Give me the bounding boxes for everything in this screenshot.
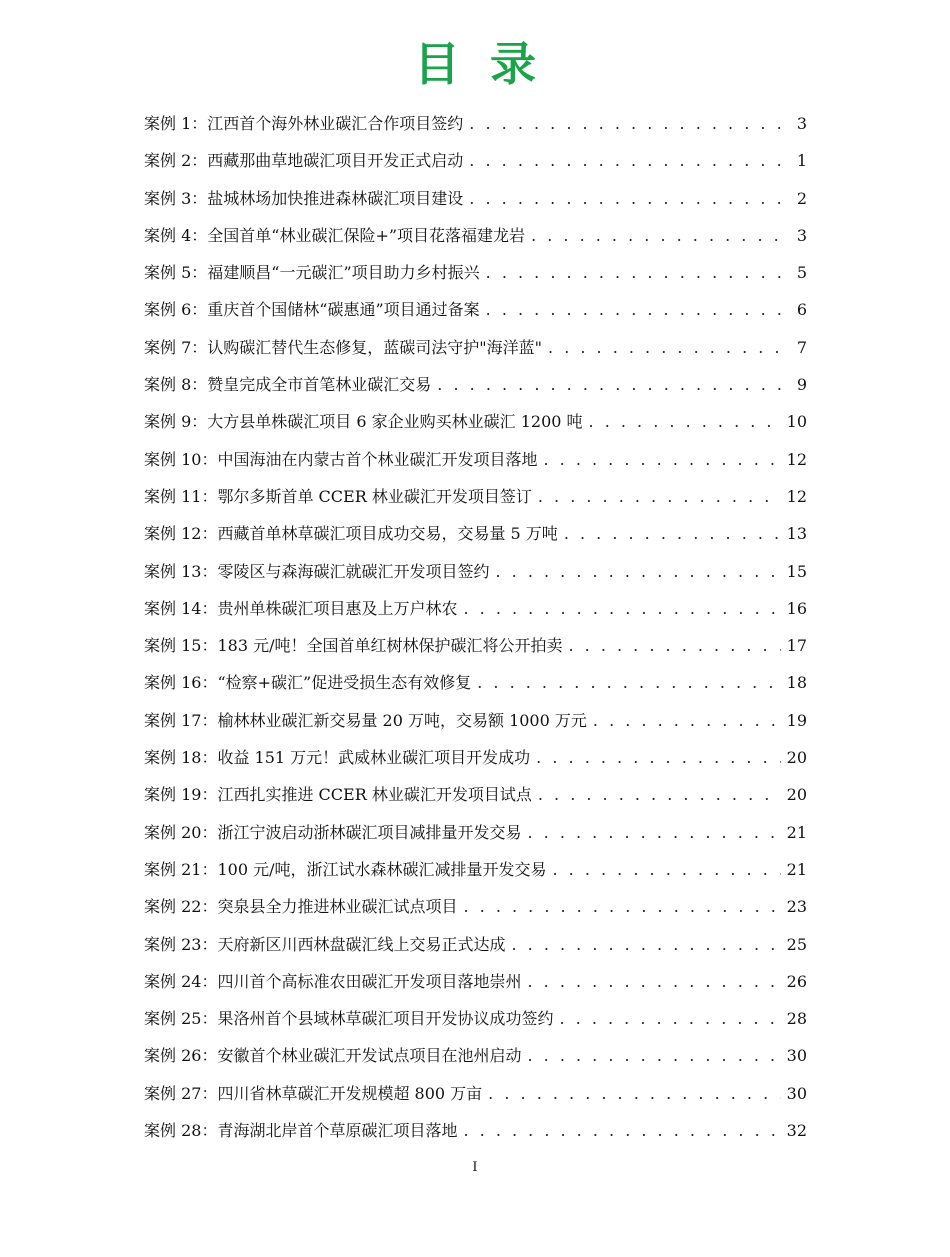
toc-entry-page: 21 [786,859,807,879]
toc-leader-dots [486,254,791,291]
toc-entry[interactable] [144,627,807,664]
toc-entry[interactable] [144,403,807,440]
toc-entry-page: 7 [796,337,807,357]
toc-entry-label: 案例 12： [144,524,218,544]
toc-entry-title: 中国海油在内蒙古首个林业碳汇开发项目落地 [217,449,538,469]
toc-entry-page: 2 [796,188,807,208]
toc-entry-label: 案例 28： [144,1121,218,1141]
toc-entry-label: 案例 4： [144,225,208,245]
toc-entry-page: 12 [786,449,807,469]
toc-entry[interactable] [144,702,807,739]
toc-leader-dots [568,627,780,664]
toc-leader-dots [437,366,791,403]
toc-entry-label: 案例 5： [144,263,208,283]
toc-entry-title: 江西首个海外林业碳汇合作项目签约 [207,114,464,133]
toc-entry[interactable] [144,664,807,701]
toc-entry-title: 浙江宁波启动浙林碳汇项目减排量开发交易 [217,822,522,842]
toc-leader-dots [538,478,781,515]
toc-entry-page: 9 [796,375,807,395]
toc-entry[interactable] [144,739,807,776]
toc-entry-title: 西藏首单林草碳汇项目成功交易，交易量 5 万吨 [217,524,558,544]
toc-entry-label: 案例 27： [144,1083,218,1103]
toc-entry[interactable] [144,515,807,552]
toc-entry[interactable] [144,180,807,217]
toc-entry-title: 果洛州首个县域林草碳汇项目开发协议成功签约 [217,1009,554,1029]
toc-leader-dots [469,180,791,217]
toc-leader-dots [477,664,780,701]
toc-leader-dots [463,590,780,627]
toc-entry-title: 榆林林业碳汇新交易量 20 万吨，交易额 1000 万元 [217,710,587,730]
toc-entry-title: “检察+碳汇”促进受损生态有效修复 [217,673,472,693]
toc-entry-label: 案例 18： [144,748,218,768]
toc-entry-label: 案例 23： [144,934,218,954]
toc-leader-dots [527,1037,780,1074]
toc-entry[interactable] [144,1000,807,1037]
toc-entry-title: 全国首单“林业碳汇保险+”项目花落福建龙岩 [207,225,526,245]
toc-entry-title: 西藏那曲草地碳汇项目开发正式启动 [207,151,464,171]
toc-leader-dots [531,217,791,254]
toc-entry-label: 案例 7： [144,337,208,357]
toc-entry-label: 案例 17： [144,710,218,730]
toc-entry[interactable] [144,1112,807,1149]
toc-entry-title: 鄂尔多斯首单 CCER 林业碳汇开发项目签订 [217,486,532,506]
toc-entry-page: 30 [786,1046,807,1066]
toc-entry-page: 25 [786,934,807,954]
toc-entry-title: 认购碳汇替代生态修复，蓝碳司法守护"海洋蓝" [207,337,543,357]
toc-entry-title: 四川首个高标准农田碳汇开发项目落地崇州 [217,971,522,991]
toc-entry-title: 安徽首个林业碳汇开发试点项目在池州启动 [217,1046,522,1066]
toc-entry[interactable] [144,1075,807,1112]
toc-entry-page: 21 [786,822,807,842]
toc-entry-page: 18 [786,673,807,693]
toc-entry-label: 案例 2： [144,151,208,171]
toc-entry[interactable] [144,888,807,925]
toc-entry[interactable] [144,441,807,478]
toc-entry-page: 20 [786,748,807,768]
toc-entry[interactable] [144,553,807,590]
toc-leader-dots [486,291,791,328]
toc-entry-title: 福建顺昌“一元碳汇”项目助力乡村振兴 [207,263,480,283]
toc-entry-label: 案例 10： [144,449,218,469]
toc-entry[interactable] [144,590,807,627]
toc-leader-dots [511,926,780,963]
toc-entry-title: 100 元/吨，浙江试水森林碳汇减排量开发交易 [217,859,547,879]
toc-entry-title: 重庆首个国储林“碳惠通”项目通过备案 [207,300,480,320]
toc-entry[interactable] [144,926,807,963]
toc-leader-dots [548,329,791,366]
toc-leader-dots [536,739,780,776]
toc-leader-dots [564,515,781,552]
toc-leader-dots [538,776,781,813]
toc-entry[interactable] [144,329,807,366]
toc-entry[interactable] [144,963,807,1000]
toc-entry-page: 17 [786,636,807,656]
toc-leader-dots [469,142,791,179]
toc-entry[interactable] [144,254,807,291]
toc-entry[interactable] [144,478,807,515]
toc-list [144,105,807,1149]
toc-entry-label: 案例 6： [144,300,208,320]
toc-leader-dots [469,105,791,142]
toc-leader-dots [527,963,780,1000]
toc-leader-dots [495,553,780,590]
toc-entry-label: 案例 9： [144,412,208,432]
toc-entry-page: 12 [786,486,807,506]
toc-entry-page: 13 [786,524,807,544]
toc-entry-label: 案例 1： [144,114,208,133]
toc-entry-label: 案例 24： [144,971,218,991]
toc-entry[interactable] [144,217,807,254]
toc-entry-label: 案例 15： [144,636,218,656]
toc-entry-page: 3 [796,114,807,133]
toc-entry-page: 30 [786,1083,807,1103]
toc-leader-dots [543,441,780,478]
toc-entry-label: 案例 13： [144,561,218,581]
toc-entry-title: 收益 151 万元！武威林业碳汇项目开发成功 [217,748,531,768]
toc-entry-page: 19 [786,710,807,730]
toc-entry-label: 案例 14： [144,598,218,618]
toc-entry-page: 1 [796,151,807,171]
toc-entry-title: 183 元/吨！全国首单红树林保护碳汇将公开拍卖 [217,636,563,656]
toc-entry-page: 3 [796,225,807,245]
toc-leader-dots [488,1075,780,1112]
toc-entry-title: 青海湖北岸首个草原碳汇项目落地 [217,1121,458,1141]
toc-entry-label: 案例 8： [144,375,208,395]
toc-entry-page: 6 [796,300,807,320]
toc-entry-label: 案例 25： [144,1009,218,1029]
toc-leader-dots [527,814,780,851]
toc-entry-title: 天府新区川西林盘碳汇线上交易正式达成 [217,934,506,954]
toc-entry-label: 案例 3： [144,188,208,208]
toc-entry-page: 23 [786,897,807,917]
page-number: I [472,1160,478,1175]
toc-entry-page: 10 [786,412,807,432]
toc-entry[interactable] [144,1037,807,1074]
toc-leader-dots [559,1000,780,1037]
toc-entry-label: 案例 22： [144,897,218,917]
toc-entry-title: 赞皇完成全市首笔林业碳汇交易 [207,375,432,395]
toc-entry-title: 盐城林场加快推进森林碳汇项目建设 [207,188,464,208]
toc-entry-label: 案例 11： [144,486,218,506]
toc-entry-title: 零陵区与森海碳汇就碳汇开发项目签约 [217,561,490,581]
toc-leader-dots [463,1112,780,1149]
toc-entry-title: 大方县单株碳汇项目 6 家企业购买林业碳汇 1200 吨 [207,412,583,432]
toc-entry-label: 案例 20： [144,822,218,842]
toc-entry-page: 20 [786,785,807,805]
toc-entry-page: 5 [796,263,807,283]
toc-entry-title: 贵州单株碳汇项目惠及上万户林农 [217,598,458,618]
toc-entry[interactable] [144,814,807,851]
toc-leader-dots [552,851,780,888]
toc-leader-dots [463,888,780,925]
toc-title: 目录 [414,37,566,91]
toc-entry[interactable] [144,366,807,403]
toc-entry-page: 16 [786,598,807,618]
toc-entry[interactable] [144,291,807,328]
toc-entry-title: 突泉县全力推进林业碳汇试点项目 [217,897,458,917]
toc-entry-label: 案例 16： [144,673,218,693]
toc-entry[interactable] [144,105,807,142]
toc-entry-page: 28 [786,1009,807,1029]
toc-leader-dots [593,702,781,739]
toc-entry-title: 江西扎实推进 CCER 林业碳汇开发项目试点 [217,785,532,805]
toc-entry-page: 26 [786,971,807,991]
toc-entry-page: 32 [786,1121,807,1141]
toc-entry-title: 四川省林草碳汇开发规模超 800 万亩 [217,1083,483,1103]
toc-entry-label: 案例 26： [144,1046,218,1066]
toc-entry[interactable] [144,776,807,813]
toc-leader-dots [589,403,781,440]
toc-entry[interactable] [144,851,807,888]
toc-entry-label: 案例 21： [144,859,218,879]
toc-entry-label: 案例 19： [144,785,218,805]
toc-entry[interactable] [144,142,807,179]
toc-entry-page: 15 [786,561,807,581]
